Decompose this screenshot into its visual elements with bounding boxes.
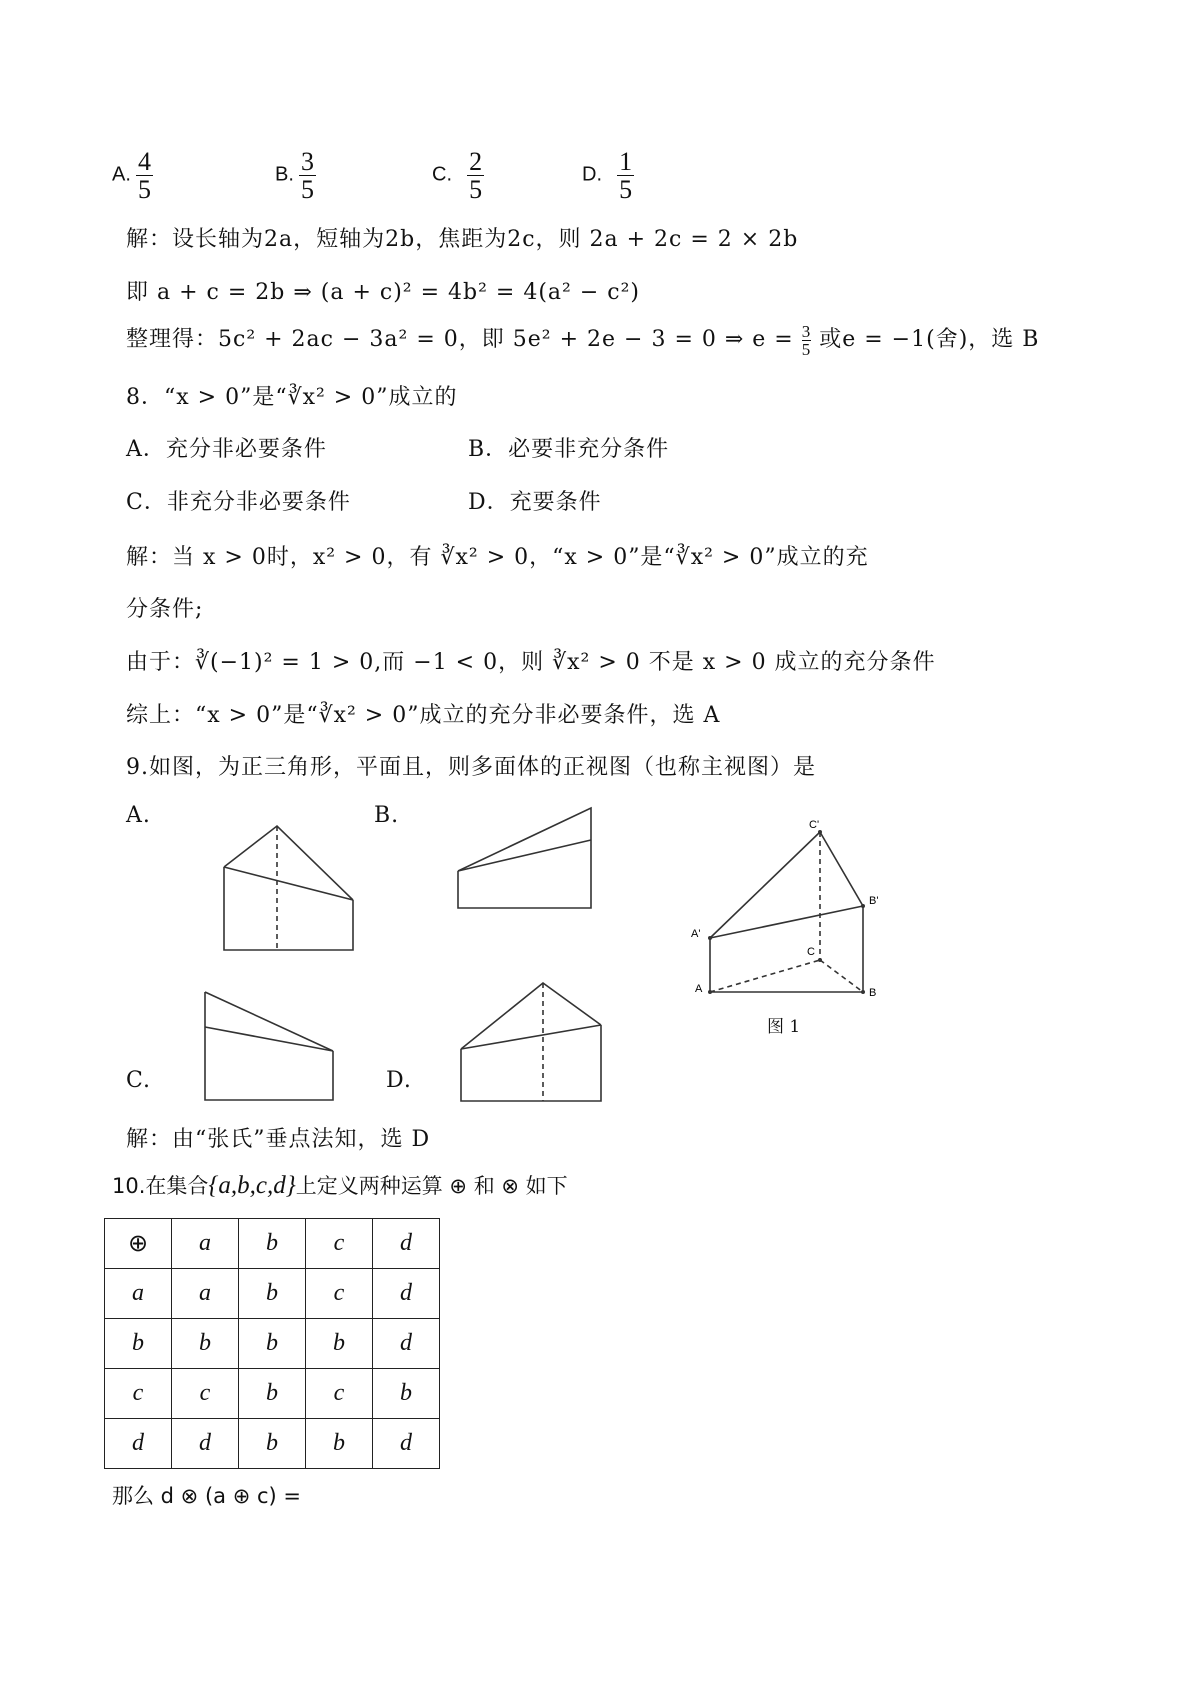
figure-option-c: [200, 988, 340, 1102]
table-cell: ⊕: [105, 1219, 172, 1269]
table-cell: a: [172, 1219, 239, 1269]
q8-solution-2: 分条件;: [126, 597, 204, 622]
table-cell: b: [172, 1319, 239, 1369]
vertex-label: B: [869, 987, 877, 999]
figure-option-a: [215, 820, 365, 952]
table-row: [105, 1219, 440, 1269]
figure-1-prism: [680, 812, 890, 1012]
q8-solution-4: 综上：“x > 0”是“∛x² > 0”成立的充分非必要条件，选 A: [126, 703, 721, 728]
table-cell: d: [373, 1219, 440, 1269]
option-d: [582, 148, 634, 204]
q8-option-b: B．必要非充分条件: [468, 437, 670, 462]
q8-solution-3: 由于：∛(−1)² = 1 > 0,而 −1 < 0，则 ∛x² > 0 不是 x > 0 成立的充分条件: [126, 650, 936, 675]
option-a: [112, 148, 153, 204]
table-row: [105, 1319, 440, 1369]
fraction: $\frac{3}{5}$: [801, 321, 812, 359]
vertex-label: C: [807, 946, 815, 958]
table-cell: c: [172, 1369, 239, 1419]
question-10-prompt: 那么 d ⊗ (a ⊕ c) =: [112, 1484, 301, 1508]
figure-option-b: [452, 805, 597, 910]
q8-option-c: C．非充分非必要条件: [126, 490, 351, 515]
table-cell: d: [373, 1419, 440, 1469]
figure-caption: 图 1: [767, 1017, 801, 1037]
table-cell: b: [105, 1319, 172, 1369]
table-cell: d: [105, 1419, 172, 1469]
fraction: $\frac{1}{5}$: [619, 147, 633, 205]
solution-line-2: 即 a + c = 2b ⇒ (a + c)² = 4b² = 4(a² − c²): [126, 280, 641, 305]
option-label: D.: [582, 163, 602, 186]
table-cell: b: [239, 1269, 306, 1319]
table-cell: b: [239, 1419, 306, 1469]
option-b: [275, 148, 316, 204]
vertex-label: C': [809, 819, 820, 831]
question-8-stem: 8．“x > 0”是“∛x² > 0”成立的: [126, 385, 458, 410]
table-cell: b: [373, 1369, 440, 1419]
table-cell: c: [306, 1219, 373, 1269]
fraction: $\frac{3}{5}$: [301, 147, 314, 205]
table-cell: a: [172, 1269, 239, 1319]
operation-table: [104, 1218, 440, 1469]
option-label: C.: [432, 163, 452, 186]
q8-option-a: A．充分非必要条件: [126, 437, 327, 462]
table-cell: a: [105, 1269, 172, 1319]
table-cell: c: [306, 1269, 373, 1319]
q8-solution-1: 解：当 x > 0时，x² > 0，有 ∛x² > 0，“x > 0”是“∛x² > 0”成立的充: [126, 545, 869, 570]
table-cell: c: [306, 1369, 373, 1419]
q9-label-c: C.: [126, 1068, 152, 1093]
table-row: [105, 1419, 440, 1469]
table-cell: b: [239, 1219, 306, 1269]
option-label: B.: [275, 163, 294, 186]
table-cell: b: [239, 1369, 306, 1419]
table-cell: d: [172, 1419, 239, 1469]
question-9-stem: 9.如图，为正三角形，平面且，则多面体的正视图（也称主视图）是: [126, 755, 816, 780]
vertex-label: A': [691, 928, 701, 940]
table-row: [105, 1269, 440, 1319]
option-label: A.: [112, 163, 131, 186]
figure-option-d: [456, 980, 606, 1104]
fraction: $\frac{2}{5}$: [469, 147, 483, 205]
table-cell: b: [239, 1319, 306, 1369]
solution-line-3: 整理得：5c² + 2ac − 3a² = 0，即 5e² + 2e − 3 = 0 ⇒ e = $\frac{3}{5}$ 或e = −1(舍)，选 B: [126, 321, 1040, 359]
q9-label-a: A.: [126, 803, 151, 828]
solution-line-1: 解：设长轴为2a，短轴为2b，焦距为2c，则 2a + 2c = 2 × 2b: [126, 227, 799, 252]
table-cell: d: [373, 1319, 440, 1369]
table-cell: b: [306, 1419, 373, 1469]
vertex-label: A: [695, 983, 703, 995]
option-c: [432, 148, 484, 204]
table-cell: c: [105, 1369, 172, 1419]
fraction: $\frac{4}{5}$: [138, 147, 151, 205]
q8-option-d: D．充要条件: [468, 490, 602, 515]
q9-solution: 解：由“张氏”垂点法知，选 D: [126, 1127, 431, 1152]
q9-label-d: D.: [386, 1068, 412, 1093]
table-cell: b: [306, 1319, 373, 1369]
table-row: [105, 1369, 440, 1419]
question-10-stem: 10.在集合{a,b,c,d}上定义两种运算 ⊕ 和 ⊗ 如下: [112, 1172, 568, 1199]
vertex-label: B': [869, 895, 879, 907]
table-cell: d: [373, 1269, 440, 1319]
q9-label-b: B.: [374, 803, 400, 828]
